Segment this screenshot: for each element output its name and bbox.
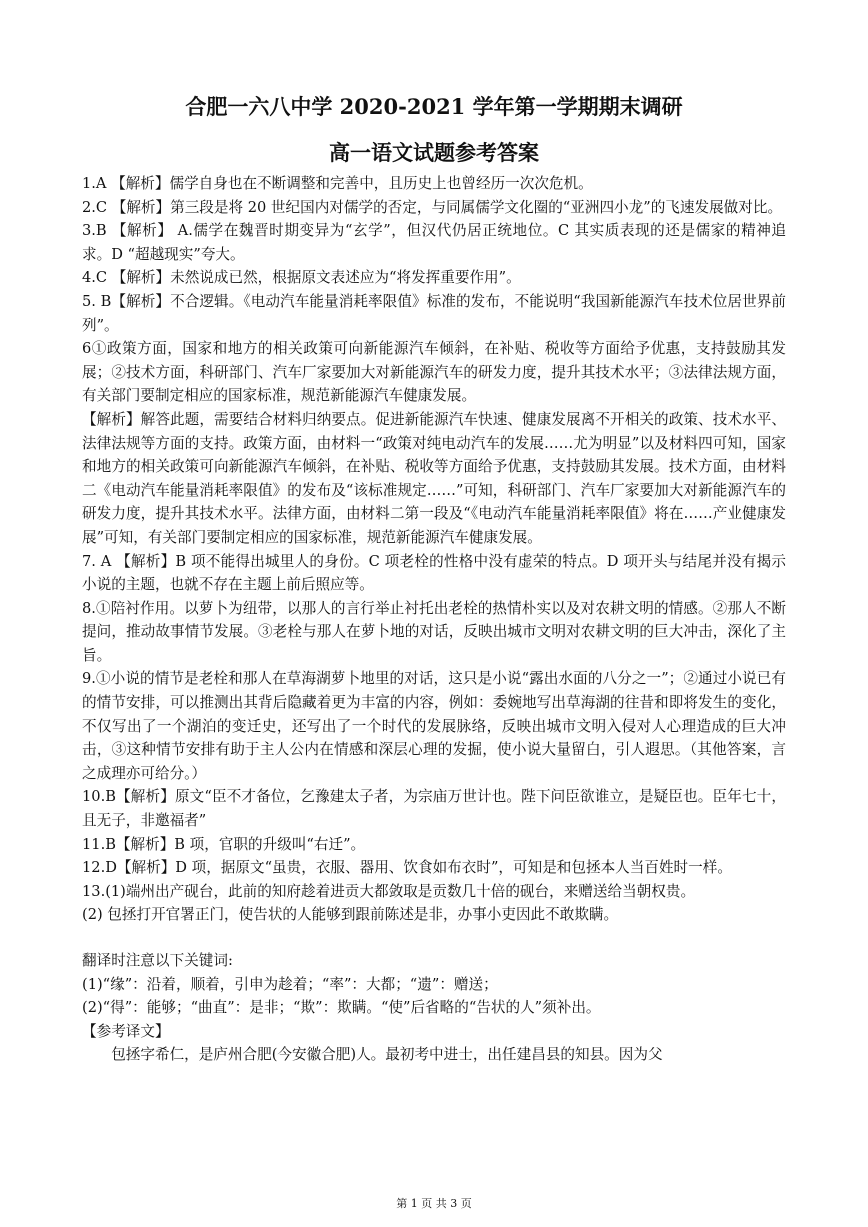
translation-note-1: (1)“缘”：沿着，顺着，引申为趁着；“率”：大都；“遗”：赠送； <box>82 975 498 993</box>
answer-5: 5. B【解析】不合逻辑。《电动汽车能量消耗率限值》标准的发布，不能说明“我国新能源汽车技术位居世界前列”。 <box>82 292 786 334</box>
reference-translation-text: 包拯字希仁，是庐州合肥(今安徽合肥)人。最初考中进士，出任建昌县的知县。因为父 <box>111 1046 663 1064</box>
translation-note-2: (2)“得”：能够；“曲直”：是非；“欺”：欺瞒。“使”后省略的“告状的人”须补出。 <box>82 999 601 1017</box>
answer-13-2: (2) 包拯打开官署正门，使告状的人能够到跟前陈述是非，办事小吏因此不敢欺瞒。 <box>82 906 619 924</box>
reference-translation-heading: 【参考译文】 <box>82 1022 170 1040</box>
document-subtitle: 高一语文试题参考答案 <box>329 140 539 165</box>
document-title: 合肥一六八中学 2020-2021 学年第一学期期末调研 <box>185 94 683 119</box>
translation-note-heading: 翻译时注意以下关键词: <box>82 952 233 969</box>
answer-7: 7. A 【解析】B 项不能得出城里人的身份。C 项老栓的性格中没有虚荣的特点。D 项开头与结尾并没有揭示小说的主题，也就不存在主题上前后照应等。 <box>82 552 786 594</box>
answer-11: 11.B【解析】B 项，官职的升级叫“右迁”。 <box>82 835 366 853</box>
answer-13-1: 13.(1)端州出产砚台，此前的知府趁着进贡大都敛取是贡数几十倍的砚台，来赠送给当朝权贵。 <box>82 882 696 900</box>
answer-8: 8.①陪衬作用。以萝卜为纽带，以那人的言行举止衬托出老栓的热情朴实以及对农耕文明的情感。②那人不断提问，推动故事情节发展。③老栓与那人在萝卜地的对话，反映出城市文明对农耕文明的巨大冲击，深化了主旨。 <box>82 599 786 664</box>
answer-2: 2.C 【解析】第三段是将 20 世纪国内对儒学的否定，与同属儒学文化圈的“亚洲四小龙”的飞速发展做对比。 <box>82 198 783 216</box>
answer-1: 1.A 【解析】儒学自身也在不断调整和完善中，且历史上也曾经历一次次危机。 <box>82 175 593 192</box>
answer-content <box>82 172 786 1067</box>
answer-6: 6①政策方面，国家和地方的相关政策可向新能源汽车倾斜，在补贴、税收等方面给予优惠，支持鼓励其发展；②技术方面，科研部门、汽车厂家要加大对新能源汽车的研发力度，提升其技术水平；③法律法规方面，有关部门要制定相应的国家标准，规范新能源汽车健康发展。 <box>82 340 786 405</box>
answer-6-analysis: 【解析】解答此题，需要结合材料归纳要点。促进新能源汽车快速、健康发展离不开相关的政策、技术水平、法律法规等方面的支持。政策方面，由材料一“政策对纯电动汽车的发展……尤为明显”以及材料四可知，国家和地方的相关政策可向新能源汽车倾斜，在补贴、税收等方面给予优惠，支持鼓励其发展。技术方面，由材料二《电动汽车能量消耗率限值》的发布及“该标准规定……”可知，科研部门、汽车厂家要加大对新能源汽车的研发力度，提升其技术水平。法律方面，由材料二第一段及“《电动汽车能量消耗率限值》将在……产业健康发展”可知，有关部门要制定相应的国家标准，规范新能源汽车健康发展。 <box>82 410 786 546</box>
answer-10: 10.B【解析】原文“臣不才备位，乞豫建太子者，为宗庙万世计也。陛下问臣欲谁立，是疑臣也。臣年七十，且无子，非邀福者” <box>82 788 786 830</box>
answer-9: 9.①小说的情节是老栓和那人在草海湖萝卜地里的对话，这只是小说“露出水面的八分之一”；②通过小说已有的情节安排，可以推测出其背后隐藏着更为丰富的内容，例如：委婉地写出草海湖的往昔和即将发生的变化，不仅写出了一个湖泊的变迁史，还写出了一个时代的发展脉络，反映出城市文明入侵对人心理造成的巨大冲击，③这种情节安排有助于主人公内在情感和深层心理的发掘，使小说大量留白，引人遐思。（其他答案，言之成理亦可给分。） <box>82 670 786 782</box>
answer-12: 12.D【解析】D 项，据原文“虽贵，衣服、器用、饮食如布衣时”，可知是和包拯本人当百姓时一样。 <box>82 859 732 877</box>
answer-3: 3.B 【解析】 A.儒学在魏晋时期变异为“玄学”，但汉代仍居正统地位。C 其实质表现的还是儒家的精神追求。D “超越现实”夸大。 <box>82 222 786 263</box>
page-footer: 第 1 页 共 3 页 <box>396 1197 472 1210</box>
answer-4: 4.C 【解析】未然说成已然，根据原文表述应为“将发挥重要作用”。 <box>82 269 521 287</box>
